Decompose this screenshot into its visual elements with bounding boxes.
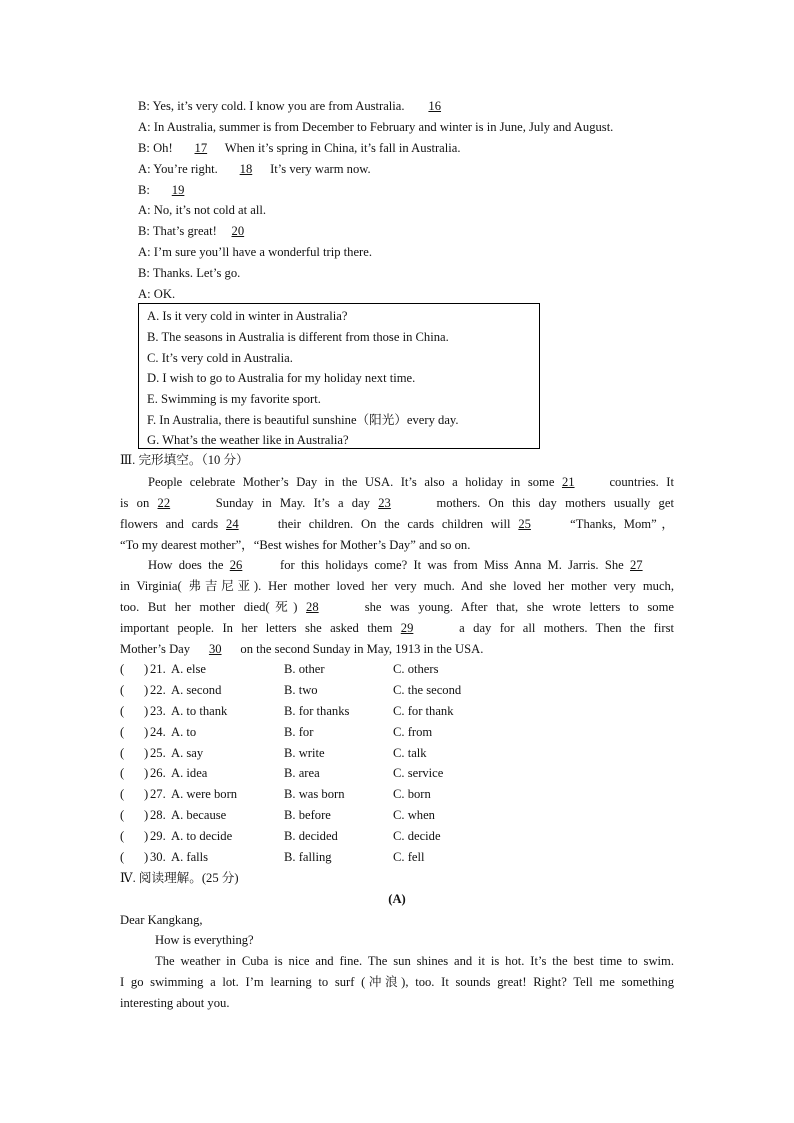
choice-b[interactable]: B. for [284,725,314,739]
choice-b[interactable]: B. was born [284,787,345,801]
answer-paren[interactable]: ) [144,787,149,801]
choice-b[interactable]: B. write [284,746,325,760]
blank-21[interactable]: 21 [561,475,575,489]
answer-paren[interactable]: ( [120,808,125,822]
blank-24[interactable]: 24 [226,517,239,531]
answer-paren[interactable]: ) [144,662,149,676]
letter-text: The weather in Cuba is nice and fine. The sun shines and it is hot. It’s the best time to swim. [155,954,674,968]
dialogue-text: When it’s spring in China, it’s fall in Australia. [224,141,461,155]
passage-text: countries. It [609,475,674,489]
question-row [120,828,680,844]
answer-paren[interactable]: ( [120,829,125,843]
option-item: D. I wish to go to Australia for my holiday next time. [147,371,416,385]
dialogue-text: Oh! [153,141,173,155]
passage-line [120,620,674,636]
passage-text: is on [120,496,150,510]
choice-a[interactable]: A. to [171,725,197,739]
choice-a[interactable]: A. to decide [171,829,233,843]
dialogue-line [138,244,372,260]
blank-19[interactable]: 19 [171,183,185,197]
answer-paren[interactable]: ( [120,704,125,718]
question-number: 21. [150,662,166,676]
blank-16[interactable]: 16 [428,99,442,113]
question-number: 22. [150,683,166,697]
answer-paren[interactable]: ) [144,808,149,822]
question-number: 27. [150,787,166,801]
question-number: 25. [150,746,166,760]
answer-paren[interactable]: ( [120,787,125,801]
choice-c[interactable]: C. others [393,662,439,676]
passage-text: for this holidays come? It was from Miss Anna M. Jarris. She [280,558,624,572]
question-number: 29. [150,829,166,843]
blank-25[interactable]: 25 [518,517,531,531]
question-number: 30. [150,850,166,864]
blank-22[interactable]: 22 [157,496,171,510]
answer-paren[interactable]: ( [120,683,125,697]
dialogue-text: Thanks. Let’s go. [152,266,241,280]
blank-17[interactable]: 17 [194,141,208,155]
dialogue-line [138,223,259,239]
passage-line [120,557,674,573]
choice-c[interactable]: C. from [393,725,433,739]
speaker-label: A: [138,245,151,259]
dialogue-line [138,98,456,114]
speaker-label: B: [138,99,150,113]
answer-paren[interactable]: ( [120,725,125,739]
choice-c[interactable]: C. fell [393,850,425,864]
choice-b[interactable]: B. decided [284,829,338,843]
speaker-label: B: [138,141,150,155]
choice-c[interactable]: C. decide [393,829,441,843]
dialogue-line [138,265,240,281]
option-item: A. Is it very cold in winter in Australia? [147,309,348,323]
choice-a[interactable]: A. were born [171,787,238,801]
question-row [120,682,680,698]
answer-paren[interactable]: ) [144,850,149,864]
choice-a[interactable]: A. falls [171,850,209,864]
answer-paren[interactable]: ) [144,766,149,780]
blank-20[interactable]: 20 [231,224,245,238]
section-heading: Ⅳ. 阅读理解。(25 分) [120,871,239,885]
letter-line: I go swimming a lot. I’m learning to surf (冲浪), too. It sounds great! Right? Tell me something [120,975,674,989]
answer-paren[interactable]: ( [120,662,125,676]
choice-b[interactable]: B. for thanks [284,704,350,718]
passage-line [120,474,674,490]
passage-text: too. But her mother died(死) [120,600,298,614]
choice-b[interactable]: B. other [284,662,325,676]
question-row [120,849,680,865]
dialogue-line [138,182,199,198]
answer-paren[interactable]: ) [144,829,149,843]
question-row [120,703,680,719]
passage-text: important people. In her letters she asked them [120,621,393,635]
question-row [120,765,680,781]
dialogue-line [138,119,613,135]
answer-paren[interactable]: ( [120,850,125,864]
speaker-label: B: [138,224,150,238]
answer-paren[interactable]: ( [120,766,125,780]
option-item: F. In Australia, there is beautiful sunshine（阳光）every day. [147,413,459,427]
choice-a[interactable]: A. second [171,683,222,697]
passage-line [120,641,483,657]
passage-text: How does the [148,558,224,572]
passage-text: mothers. On this day mothers usually get [436,496,674,510]
dialogue-text: That’s great! [152,224,217,238]
passage-text: Sunday in May. It’s a day [215,496,370,510]
choice-c[interactable]: C. service [393,766,444,780]
speaker-label: A: [138,287,151,301]
choice-c[interactable]: C. born [393,787,431,801]
passage-text: on the second Sunday in May, 1913 in the USA. [240,642,484,656]
passage-line [120,516,674,532]
passage-text: flowers and cards [120,517,219,531]
question-row [120,661,680,677]
letter-salutation: Dear Kangkang, [120,913,203,927]
passage-text: People celebrate Mother’s Day in the USA. It’s also a holiday in some [148,475,555,489]
answer-paren[interactable]: ) [144,683,149,697]
dialogue-line [138,161,371,177]
choice-a[interactable]: A. to thank [171,704,228,718]
blank-29[interactable]: 29 [400,621,414,635]
letter-line [120,953,674,969]
passage-text: “Thanks, Mom”， [570,517,674,531]
dialogue-line [138,202,266,218]
section-heading: Ⅲ. 完形填空。（10 分） [120,453,249,467]
question-row [120,724,680,740]
choice-c[interactable]: C. talk [393,746,427,760]
choice-c[interactable]: C. for thank [393,704,454,718]
blank-28[interactable]: 28 [306,600,319,614]
choice-b[interactable]: B. area [284,766,320,780]
dialogue-text: No, it’s not cold at all. [153,203,267,217]
dialogue-text: Yes, it’s very cold. I know you are from Australia. [152,99,405,113]
option-item: E. Swimming is my favorite sport. [147,392,321,406]
part-label: (A) [388,892,406,906]
letter-line: interesting about you. [120,996,230,1010]
question-number: 24. [150,725,166,739]
passage-text: Mother’s Day [120,642,191,656]
choice-b[interactable]: B. falling [284,850,332,864]
speaker-label: B: [138,183,150,197]
answer-paren[interactable]: ) [144,746,149,760]
options-box [138,303,540,449]
choice-a[interactable]: A. idea [171,766,208,780]
speaker-label: A: [138,203,151,217]
passage-text: she was young. After that, she wrote letters to some [364,600,674,614]
choice-c[interactable]: C. the second [393,683,462,697]
choice-c[interactable]: C. when [393,808,435,822]
dialogue-text: I’m sure you’ll have a wonderful trip there. [153,245,372,259]
choice-b[interactable]: B. two [284,683,318,697]
choice-a[interactable]: A. else [171,662,206,676]
letter-greeting: How is everything? [155,933,254,947]
dialogue-text: In Australia, summer is from December to February and winter is in June, July and August. [153,120,614,134]
passage-line [120,495,674,511]
blank-27[interactable]: 27 [630,558,643,572]
blank-18[interactable]: 18 [239,162,253,176]
blank-26[interactable]: 26 [229,558,243,572]
blank-30[interactable]: 30 [208,642,222,656]
answer-paren[interactable]: ) [144,704,149,718]
option-item: B. The seasons in Australia is different from those in China. [147,330,449,344]
option-item: C. It’s very cold in Australia. [147,351,293,365]
choice-b[interactable]: B. before [284,808,331,822]
passage-line: “To my dearest mother”，“Best wishes for Mother’s Day” and so on. [120,538,471,552]
dialogue-text: It’s very warm now. [270,162,371,176]
blank-23[interactable]: 23 [378,496,391,510]
question-number: 28. [150,808,166,822]
answer-paren[interactable]: ) [144,725,149,739]
speaker-label: A: [138,120,151,134]
dialogue-line [138,140,461,156]
question-row [120,786,680,802]
question-row [120,807,680,823]
choice-a[interactable]: A. because [171,808,227,822]
dialogue-text: You’re right. [153,162,218,176]
option-item: G. What’s the weather like in Australia? [147,433,349,447]
question-row [120,745,680,761]
question-number: 23. [150,704,166,718]
speaker-label: B: [138,266,150,280]
choice-a[interactable]: A. say [171,746,204,760]
passage-line: in Virginia( 弗吉尼亚). Her mother loved her very much. And she loved her mother very much, [120,579,674,593]
dialogue-text: OK. [153,287,176,301]
passage-line [120,599,674,615]
question-number: 26. [150,766,166,780]
answer-paren[interactable]: ( [120,746,125,760]
passage-text: their children. On the cards children will [277,517,511,531]
speaker-label: A: [138,162,151,176]
dialogue-line [138,286,175,302]
passage-text: a day for all mothers. Then the first [459,621,674,635]
